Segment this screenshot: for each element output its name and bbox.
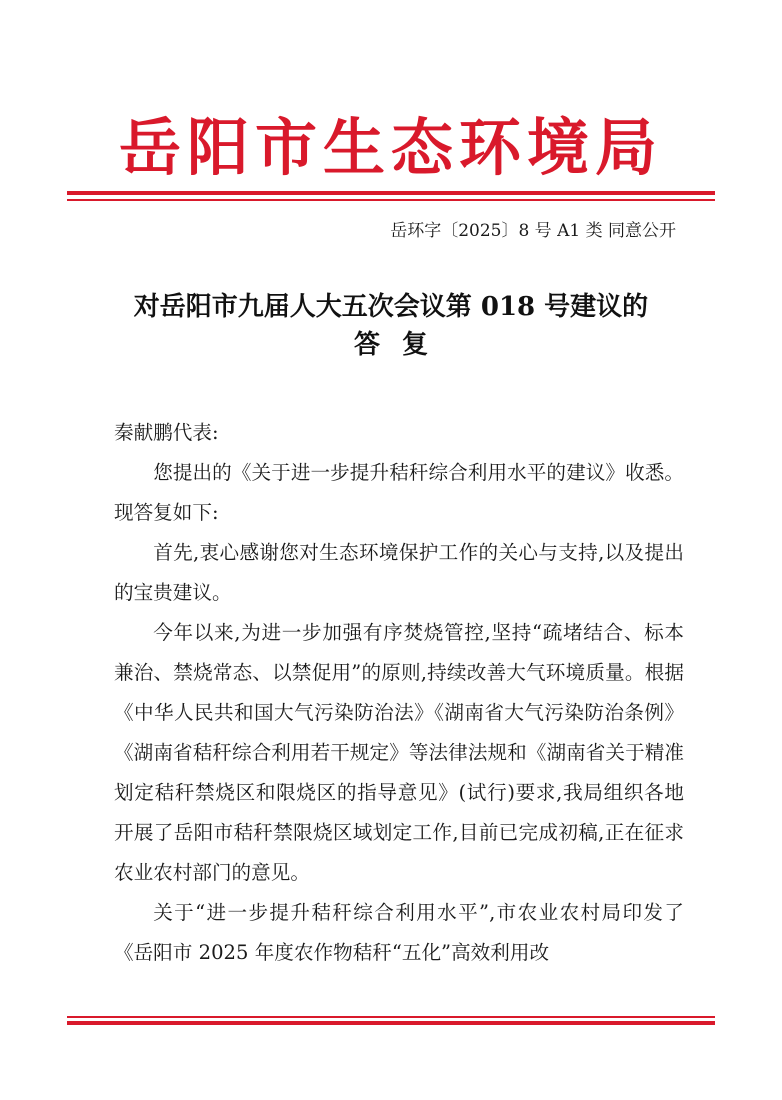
salutation: 秦献鹏代表: xyxy=(114,421,219,444)
title-line-2: 答复 xyxy=(353,330,450,360)
paragraph-4: 关于“进一步提升秸秆综合利用水平”,市农业农村局印发了《岳阳市 2025 年度农作物秸秆“五化”高效利用改 xyxy=(114,901,684,964)
paragraph-2: 首先,衷心感谢您对生态环境保护工作的关心与支持,以及提出的宝贵建议。 xyxy=(114,541,684,604)
document-title xyxy=(0,288,782,364)
footer-rule-thick xyxy=(67,1021,715,1025)
document-number: 岳环字〔2025〕8 号 A1 类 同意公开 xyxy=(390,221,676,241)
header-rule-thick xyxy=(67,191,715,195)
document-body xyxy=(114,413,684,973)
footer-rule-thin xyxy=(67,1016,715,1018)
agency-letterhead: 岳阳市生态环境局 xyxy=(118,111,663,184)
title-line-1: 对岳阳市九届人大五次会议第 018 号建议的 xyxy=(133,292,649,322)
paragraph-3: 今年以来,为进一步加强有序焚烧管控,坚持“疏堵结合、标本兼治、禁烧常态、以禁促用”的原则,持续改善大气环境质量。根据《中华人民共和国大气污染防治法》《湖南省大气污染防治条例》《湖南省秸秆综合利用若干规定》等法律法规和《湖南省关于精准划定秸秆禁烧区和限烧区的指导意见》(试行)要求,我局组织各地开展了岳阳市秸秆禁限烧区域划定工作,目前已完成初稿,正在征求农业农村部门的意见。 xyxy=(114,621,684,884)
header-rule-thin xyxy=(67,199,715,201)
paragraph-1: 您提出的《关于进一步提升秸秆综合利用水平的建议》收悉。现答复如下: xyxy=(114,461,684,524)
